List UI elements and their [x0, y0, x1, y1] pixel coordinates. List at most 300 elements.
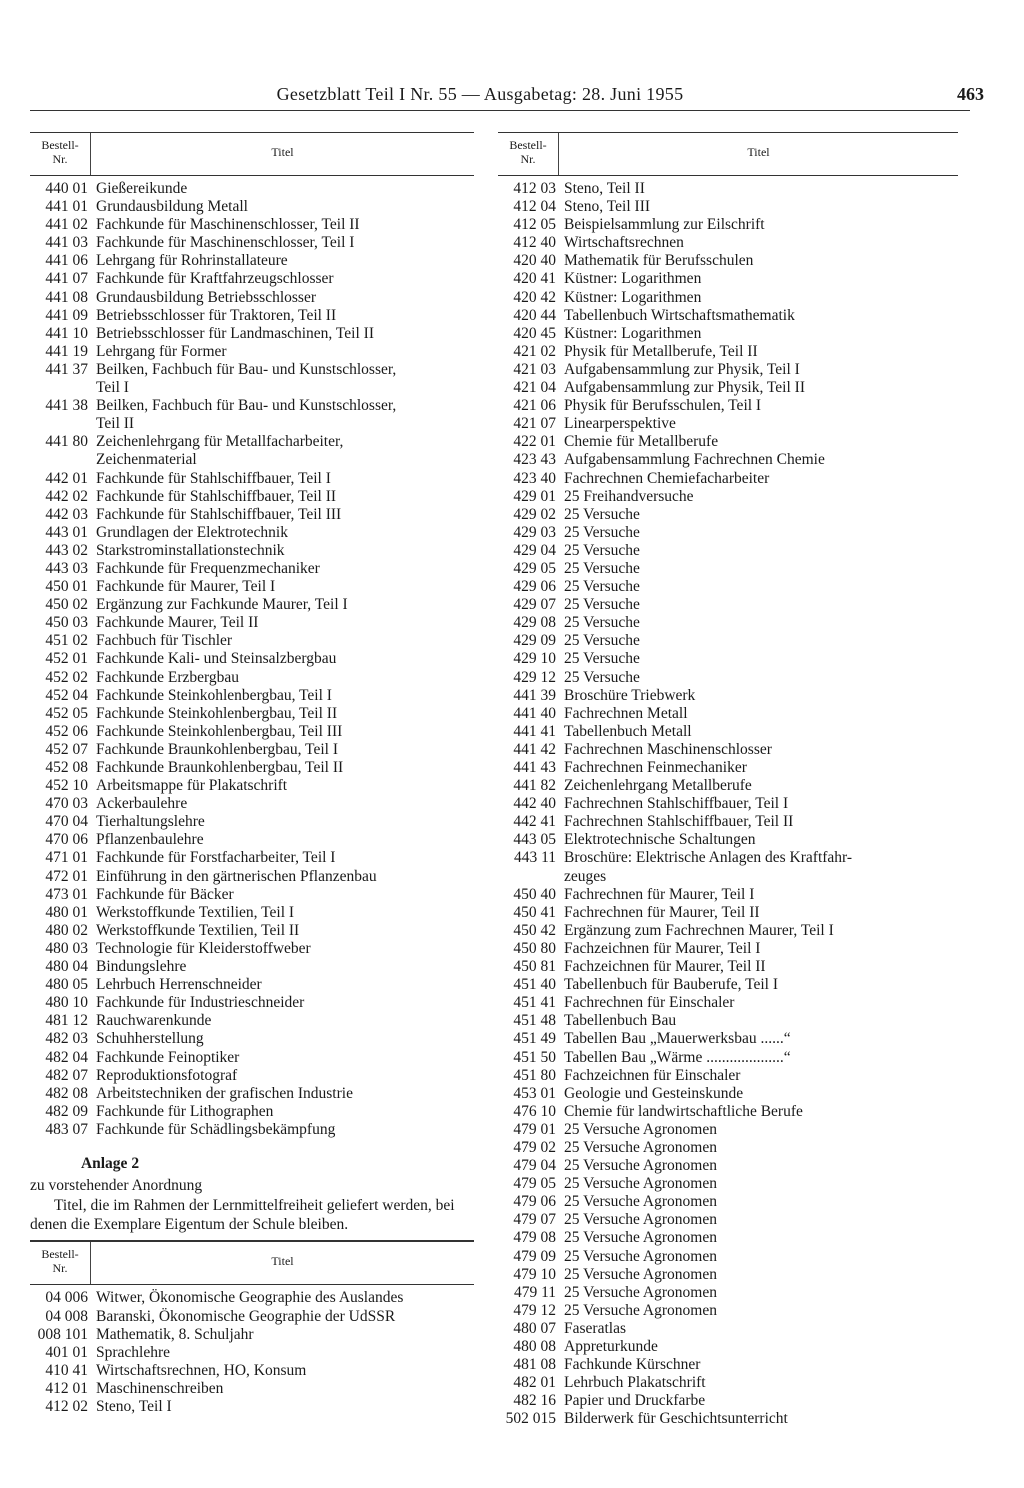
- order-number: 479 08: [513, 1229, 556, 1247]
- title-text: Baranski, Ökonomische Geographie der UdSSR: [96, 1307, 396, 1325]
- table-row: [498, 741, 958, 759]
- title-text: Grundlagen der Elektrotechnik: [96, 523, 288, 541]
- anlage-column-header-nr: [30, 1242, 91, 1284]
- table-row: [498, 904, 958, 922]
- table-row: [498, 1085, 958, 1103]
- title-text: 25 Versuche: [564, 505, 640, 523]
- order-number: 470 04: [45, 813, 88, 831]
- table-row: [30, 252, 474, 270]
- title-text: Pflanzenbaulehre: [96, 831, 204, 849]
- order-number: 480 10: [45, 994, 88, 1012]
- order-number: 481 08: [513, 1356, 556, 1374]
- title-text: Papier und Druckfarbe: [564, 1392, 706, 1410]
- title-text: Mathematik für Berufsschulen: [564, 252, 754, 270]
- order-number: 429 09: [513, 632, 556, 650]
- table-row: [498, 1157, 958, 1175]
- order-number: 442 41: [513, 813, 556, 831]
- title-cell: [96, 669, 474, 687]
- order-number: 441 40: [513, 704, 556, 722]
- table-row: [498, 1374, 958, 1392]
- title-cell: [564, 958, 958, 976]
- title-cell: [96, 795, 474, 813]
- order-number: 479 02: [513, 1138, 556, 1156]
- order-number: 04 006: [45, 1289, 88, 1307]
- order-number: 450 81: [513, 958, 556, 976]
- table-row: [30, 361, 474, 397]
- title-text: Schuhherstellung: [96, 1030, 204, 1048]
- table-row: [30, 813, 474, 831]
- order-number: 412 01: [45, 1379, 88, 1397]
- order-number: 423 43: [513, 451, 556, 469]
- title-cell: [96, 1012, 474, 1030]
- table-row: [498, 831, 958, 849]
- title-text: 25 Versuche: [564, 668, 640, 686]
- page-number: 463: [957, 84, 984, 104]
- table-row: [30, 650, 474, 668]
- title-text: Fachkunde für Stahlschiffbauer, Teil I: [96, 469, 331, 487]
- order-number: 443 11: [513, 849, 556, 867]
- order-number: 441 42: [513, 740, 556, 758]
- order-number: 479 07: [513, 1211, 556, 1229]
- order-number: 420 42: [513, 288, 556, 306]
- table-row: [30, 234, 474, 252]
- title-text: Beilken, Fachbuch für Bau- und Kunstschlosser,: [96, 360, 397, 378]
- order-number: 451 48: [513, 1012, 556, 1030]
- title-cell: [564, 325, 958, 343]
- table-row: [30, 669, 474, 687]
- title-cell: [96, 904, 474, 922]
- order-number: 441 82: [513, 777, 556, 795]
- title-text: Fachbuch für Tischler: [96, 632, 233, 650]
- order-number: 421 06: [513, 397, 556, 415]
- table-row: [30, 216, 474, 234]
- title-text: Fachzeichnen für Maurer, Teil I: [564, 939, 761, 957]
- table-row: [498, 488, 958, 506]
- title-cell: [564, 506, 958, 524]
- order-number: 479 04: [513, 1157, 556, 1175]
- table-row: [498, 343, 958, 361]
- title-text: 25 Versuche: [564, 523, 640, 541]
- title-text: Broschüre Triebwerk: [564, 686, 696, 704]
- table-row: [498, 216, 958, 234]
- order-number: 412 04: [513, 198, 556, 216]
- order-number: 441 07: [45, 270, 88, 288]
- title-text: Aufgabensammlung zur Physik, Teil II: [564, 379, 805, 397]
- title-cell: [96, 1362, 474, 1380]
- table-row: [30, 433, 474, 469]
- title-text: Wirtschaftsrechnen: [564, 234, 684, 252]
- title-cell: [564, 1229, 958, 1247]
- title-text: Fachrechnen für Maurer, Teil II: [564, 903, 760, 921]
- table-row: [30, 1103, 474, 1121]
- title-text: Lehrbuch Herrenschneider: [96, 976, 262, 994]
- title-text: Fachkunde Feinoptiker: [96, 1048, 240, 1066]
- title-text: 25 Versuche Agronomen: [564, 1301, 717, 1319]
- table-row: [30, 1085, 474, 1103]
- order-number: 423 40: [513, 469, 556, 487]
- title-cell: [96, 705, 474, 723]
- order-number: 451 40: [513, 976, 556, 994]
- table-row: [30, 1067, 474, 1085]
- title-cell: [96, 1103, 474, 1121]
- table-row: [498, 705, 958, 723]
- order-number: 450 02: [45, 596, 88, 614]
- order-number: 452 01: [45, 650, 88, 668]
- title-cell: [96, 596, 474, 614]
- table-row: [498, 922, 958, 940]
- order-number: 452 02: [45, 668, 88, 686]
- order-number: 441 41: [513, 722, 556, 740]
- table-row: [498, 270, 958, 288]
- title-cell: [96, 180, 474, 198]
- title-text: Betriebsschlosser für Landmaschinen, Teil II: [96, 324, 374, 342]
- title-text: Sprachlehre: [96, 1343, 171, 1361]
- title-cell: [564, 198, 958, 216]
- table-row: [498, 1302, 958, 1320]
- title-text: Fachkunde Steinkohlenbergbau, Teil II: [96, 704, 338, 722]
- table-row: [30, 759, 474, 777]
- title-text: Arbeitsmappe für Plakatschrift: [96, 777, 288, 795]
- anlage-table-body: [30, 1289, 474, 1416]
- title-cell: [96, 506, 474, 524]
- table-row: [30, 488, 474, 506]
- title-text: 25 Versuche Agronomen: [564, 1247, 717, 1265]
- table-row: [498, 976, 958, 994]
- order-number: 442 02: [45, 487, 88, 505]
- title-cell: [564, 234, 958, 252]
- title-text: Lehrbuch Plakatschrift: [564, 1374, 706, 1392]
- title-cell: [564, 976, 958, 994]
- table-row: [30, 958, 474, 976]
- order-number: 482 09: [45, 1102, 88, 1120]
- title-text: Chemie für Metallberufe: [564, 433, 719, 451]
- title-cell: [96, 650, 474, 668]
- title-text: Küstner: Logarithmen: [564, 270, 702, 288]
- title-text: Werkstoffkunde Textilien, Teil I: [96, 903, 295, 921]
- table-row: [498, 307, 958, 325]
- table-row: [30, 1289, 474, 1307]
- title-continuation: Teil II: [96, 415, 135, 433]
- title-text: Mathematik, 8. Schuljahr: [96, 1325, 254, 1343]
- order-number: 480 08: [513, 1338, 556, 1355]
- title-text: 25 Versuche Agronomen: [564, 1120, 717, 1138]
- title-cell: [96, 560, 474, 578]
- table-row: [30, 180, 474, 198]
- order-number: 476 10: [513, 1102, 556, 1120]
- table-row: [30, 976, 474, 994]
- title-cell: [96, 632, 474, 650]
- order-number: 482 07: [45, 1066, 88, 1084]
- title-continuation: Zeichenmaterial: [96, 451, 197, 469]
- table-row: [498, 1012, 958, 1030]
- title-cell: [564, 252, 958, 270]
- table-row: [30, 1398, 474, 1416]
- anlage-title: Anlage 2: [80, 1154, 140, 1172]
- order-number: 451 50: [513, 1048, 556, 1066]
- title-cell: [564, 614, 958, 632]
- order-number: 472 01: [45, 867, 88, 885]
- title-text: 25 Versuche Agronomen: [564, 1211, 717, 1229]
- title-cell: [96, 849, 474, 867]
- order-number: 441 01: [45, 198, 88, 216]
- title-cell: [564, 524, 958, 542]
- table-row: [498, 1356, 958, 1374]
- order-number: 479 09: [513, 1247, 556, 1265]
- order-number: 429 10: [513, 650, 556, 668]
- order-number: 441 37: [45, 360, 88, 378]
- title-text: Fachkunde Steinkohlenbergbau, Teil III: [96, 722, 343, 740]
- order-number: 429 02: [513, 505, 556, 523]
- table-row: [498, 777, 958, 795]
- title-cell: [564, 849, 958, 885]
- title-cell: [96, 1067, 474, 1085]
- order-number: 451 80: [513, 1066, 556, 1084]
- order-number: 429 01: [513, 487, 556, 505]
- title-text: Fachkunde für Maurer, Teil I: [96, 578, 276, 596]
- title-cell: [564, 1175, 958, 1193]
- title-cell: [96, 1398, 474, 1416]
- title-text: Linearperspektive: [564, 415, 676, 433]
- title-text: Beilken, Fachbuch für Bau- und Kunstschlosser,: [96, 397, 397, 415]
- title-cell: [564, 813, 958, 831]
- table-row: [30, 524, 474, 542]
- right-column-header-nr-label: Bestell- Nr.: [509, 138, 547, 166]
- order-number: 442 03: [45, 505, 88, 523]
- table-row: [30, 831, 474, 849]
- title-cell: [564, 379, 958, 397]
- right-table-body: [498, 180, 958, 1428]
- title-cell: [564, 759, 958, 777]
- title-cell: [96, 813, 474, 831]
- order-number: 473 01: [45, 885, 88, 903]
- title-cell: [564, 1248, 958, 1266]
- title-cell: [564, 1374, 958, 1392]
- order-number: 441 80: [45, 433, 88, 451]
- order-number: 412 03: [513, 180, 556, 197]
- order-number: 422 01: [513, 433, 556, 451]
- table-row: [30, 1121, 474, 1139]
- title-cell: [96, 488, 474, 506]
- title-cell: [564, 1157, 958, 1175]
- title-text: Fachkunde für Forstfacharbeiter, Teil I: [96, 849, 336, 867]
- table-row: [498, 795, 958, 813]
- title-text: Fachkunde Steinkohlenbergbau, Teil I: [96, 686, 332, 704]
- title-text: Reproduktionsfotograf: [96, 1066, 238, 1084]
- table-row: [498, 994, 958, 1012]
- title-cell: [564, 180, 958, 198]
- order-number: 443 05: [513, 831, 556, 849]
- title-text: Fachrechnen Stahlschiffbauer, Teil I: [564, 795, 789, 813]
- table-row: [30, 1030, 474, 1048]
- title-text: Fachkunde Erzbergbau: [96, 668, 240, 686]
- table-row: [498, 723, 958, 741]
- right-table-header: [498, 132, 958, 176]
- table-row: [498, 958, 958, 976]
- page-header-title: Gesetzblatt Teil I Nr. 55 — Ausgabetag: 28. Juni 1955: [276, 84, 684, 104]
- table-row: [498, 1229, 958, 1247]
- title-cell: [96, 343, 474, 361]
- title-cell: [96, 270, 474, 288]
- left-table-body: [30, 180, 474, 1139]
- order-number: 450 01: [45, 578, 88, 596]
- table-row: [498, 325, 958, 343]
- title-cell: [564, 397, 958, 415]
- order-number: 480 02: [45, 921, 88, 939]
- order-number: 429 03: [513, 523, 556, 541]
- order-number: 412 40: [513, 234, 556, 252]
- order-number: 429 12: [513, 668, 556, 686]
- title-text: Fachzeichnen für Maurer, Teil II: [564, 958, 766, 976]
- title-text: 25 Versuche: [564, 596, 640, 614]
- title-text: Fachrechnen Maschinenschlosser: [564, 740, 772, 758]
- title-text: Faseratlas: [564, 1319, 626, 1337]
- table-row: [30, 506, 474, 524]
- title-cell: [564, 669, 958, 687]
- title-cell: [564, 415, 958, 433]
- table-row: [30, 849, 474, 867]
- title-cell: [564, 488, 958, 506]
- table-row: [30, 198, 474, 216]
- title-cell: [96, 614, 474, 632]
- table-row: [498, 379, 958, 397]
- table-row: [498, 1067, 958, 1085]
- order-number: 429 06: [513, 578, 556, 596]
- table-row: [30, 994, 474, 1012]
- table-row: [498, 650, 958, 668]
- title-cell: [564, 632, 958, 650]
- title-cell: [564, 343, 958, 361]
- table-row: [30, 777, 474, 795]
- title-text: Fachrechnen Chemiefacharbeiter: [564, 469, 770, 487]
- order-number: 470 06: [45, 831, 88, 849]
- table-row: [30, 596, 474, 614]
- title-cell: [96, 958, 474, 976]
- title-text: 25 Versuche: [564, 541, 640, 559]
- title-cell: [96, 216, 474, 234]
- title-text: Grundausbildung Metall: [96, 198, 248, 216]
- title-cell: [564, 1085, 958, 1103]
- order-number: 420 45: [513, 324, 556, 342]
- title-cell: [564, 470, 958, 488]
- title-cell: [96, 922, 474, 940]
- table-row: [498, 1103, 958, 1121]
- title-cell: [96, 252, 474, 270]
- title-text: 25 Versuche: [564, 559, 640, 577]
- table-row: [498, 1248, 958, 1266]
- title-text: Fachkunde für Schädlingsbekämpfung: [96, 1120, 336, 1138]
- title-cell: [564, 831, 958, 849]
- title-text: Tierhaltungslehre: [96, 813, 205, 831]
- title-text: Fachrechnen für Maurer, Teil I: [564, 885, 755, 903]
- table-row: [498, 415, 958, 433]
- table-row: [30, 397, 474, 433]
- title-text: 25 Versuche Agronomen: [564, 1229, 717, 1247]
- title-text: 25 Versuche: [564, 614, 640, 632]
- table-row: [498, 669, 958, 687]
- title-cell: [564, 1338, 958, 1356]
- order-number: 442 01: [45, 469, 88, 487]
- table-row: [498, 849, 958, 885]
- title-cell: [564, 216, 958, 234]
- order-number: 480 01: [45, 903, 88, 921]
- title-text: Steno, Teil II: [564, 180, 645, 197]
- title-text: Fachkunde für Kraftfahrzeugschlosser: [96, 270, 334, 288]
- table-row: [498, 687, 958, 705]
- table-row: [498, 433, 958, 451]
- table-row: [30, 614, 474, 632]
- order-number: 470 03: [45, 795, 88, 813]
- title-continuation: Teil I: [96, 379, 129, 397]
- title-cell: [564, 307, 958, 325]
- order-number: 441 06: [45, 252, 88, 270]
- table-row: [498, 506, 958, 524]
- title-cell: [564, 1012, 958, 1030]
- order-number: 450 40: [513, 885, 556, 903]
- table-row: [30, 922, 474, 940]
- title-cell: [96, 940, 474, 958]
- title-text: Steno, Teil III: [564, 198, 651, 216]
- title-cell: [96, 976, 474, 994]
- order-number: 482 01: [513, 1374, 556, 1392]
- title-cell: [564, 270, 958, 288]
- order-number: 450 42: [513, 921, 556, 939]
- title-cell: [564, 1320, 958, 1338]
- title-cell: [96, 1030, 474, 1048]
- title-cell: [96, 542, 474, 560]
- table-row: [498, 1030, 958, 1048]
- order-number: 482 03: [45, 1030, 88, 1048]
- title-cell: [564, 922, 958, 940]
- order-number: 429 08: [513, 614, 556, 632]
- title-text: Küstner: Logarithmen: [564, 288, 702, 306]
- title-cell: [564, 777, 958, 795]
- title-cell: [96, 1308, 474, 1326]
- order-number: 452 10: [45, 777, 88, 795]
- title-text: Fachkunde Kürschner: [564, 1356, 701, 1374]
- title-text: Technologie für Kleiderstoffweber: [96, 939, 311, 957]
- table-row: [498, 542, 958, 560]
- title-cell: [96, 397, 474, 433]
- column-header-nr-label: Bestell- Nr.: [41, 138, 79, 166]
- order-number: 441 10: [45, 324, 88, 342]
- order-number: 429 04: [513, 541, 556, 559]
- title-text: Broschüre: Elektrische Anlagen des Kraftfahr-: [564, 849, 853, 867]
- title-cell: [564, 1049, 958, 1067]
- title-text: Zeichenlehrgang für Metallfacharbeiter,: [96, 433, 344, 451]
- table-row: [498, 632, 958, 650]
- title-text: Fachkunde Braunkohlenbergbau, Teil II: [96, 759, 344, 776]
- table-row: [498, 1410, 958, 1428]
- order-number: 483 07: [45, 1120, 88, 1138]
- table-row: [30, 723, 474, 741]
- title-text: Ergänzung zum Fachrechnen Maurer, Teil I: [564, 921, 834, 939]
- anlage-table-header: [30, 1240, 474, 1285]
- order-number: 429 05: [513, 559, 556, 577]
- title-cell: [564, 1139, 958, 1157]
- table-row: [498, 759, 958, 777]
- table-row: [498, 596, 958, 614]
- order-number: 479 06: [513, 1193, 556, 1211]
- title-cell: [564, 1030, 958, 1048]
- title-cell: [96, 307, 474, 325]
- title-text: Fachrechnen Feinmechaniker: [564, 759, 747, 776]
- table-row: [498, 1139, 958, 1157]
- column-header-titel: Titel: [271, 145, 294, 159]
- order-number: 481 12: [45, 1012, 88, 1030]
- title-text: 25 Versuche: [564, 578, 640, 596]
- order-number: 441 02: [45, 216, 88, 234]
- table-row: [30, 578, 474, 596]
